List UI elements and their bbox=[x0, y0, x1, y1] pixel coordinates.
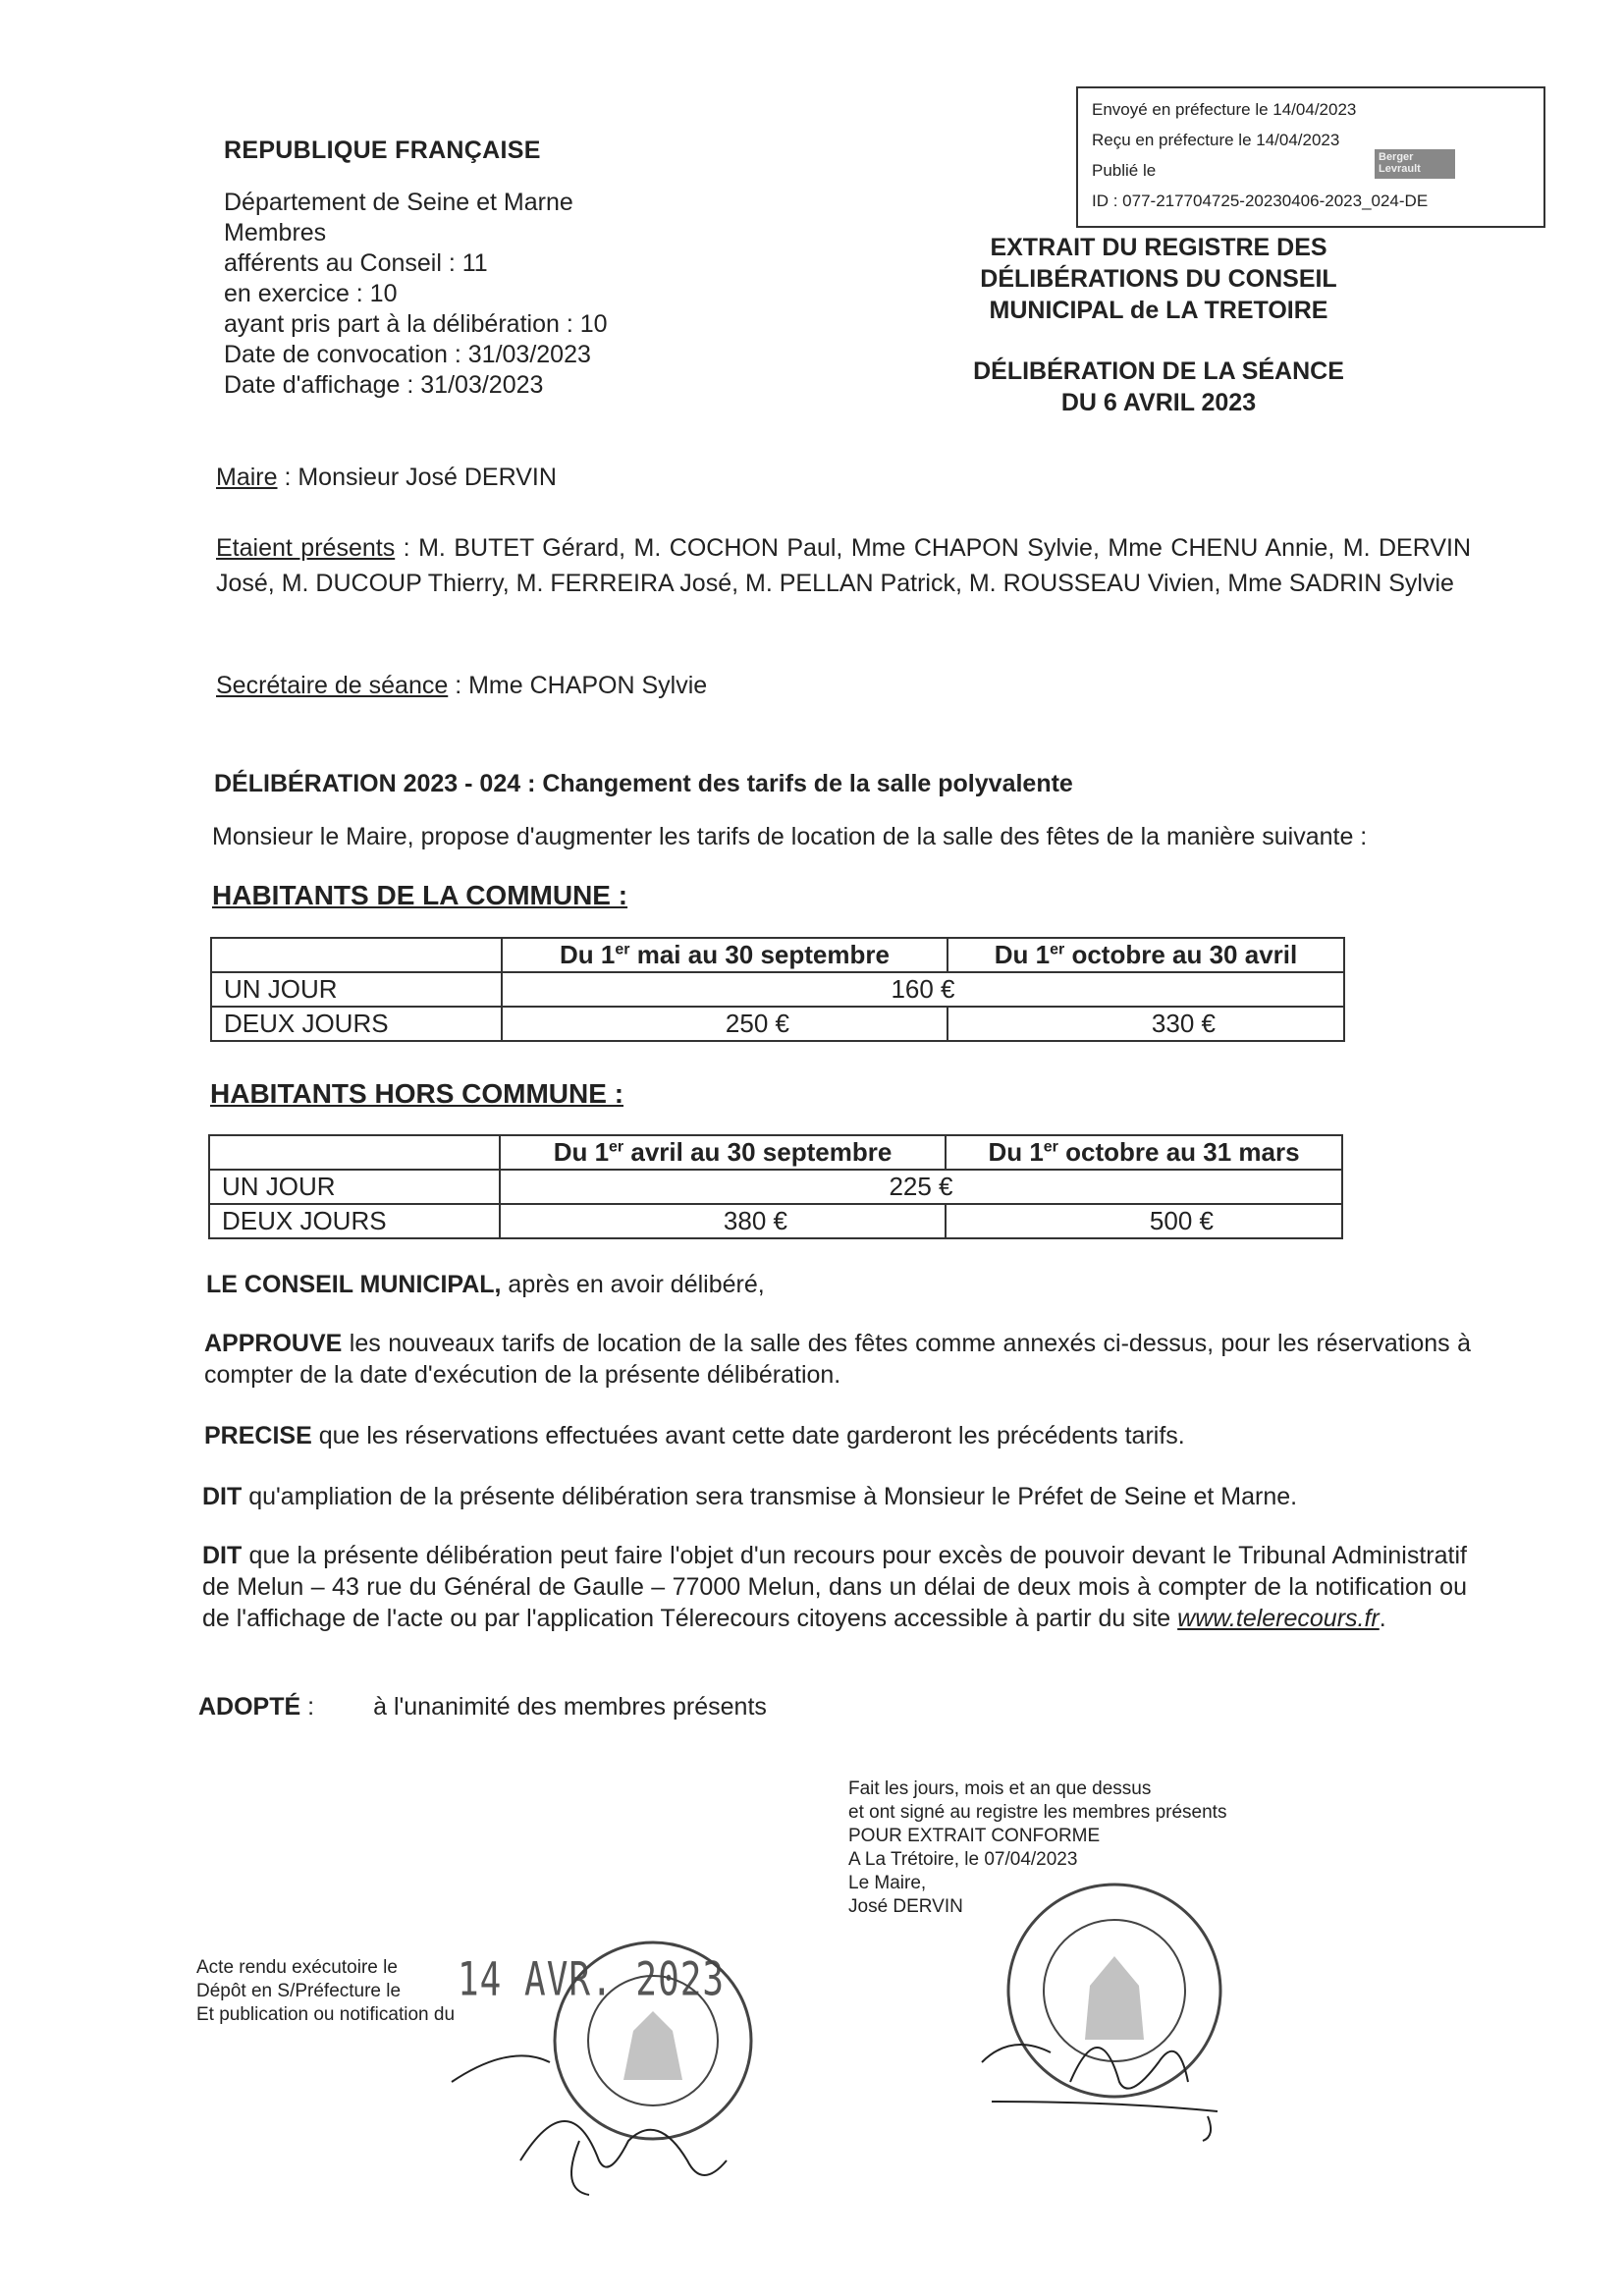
col-header-summer: Du 1er avril au 30 septembre bbox=[500, 1135, 946, 1170]
seance-line-1: DÉLIBÉRATION DE LA SÉANCE bbox=[973, 357, 1344, 385]
date-stamp: 14 AVR. 2023 bbox=[458, 1953, 726, 2007]
header-left bbox=[224, 136, 608, 401]
price-un-jour: 225 € bbox=[500, 1170, 1342, 1204]
berger-levrault-logo: Berger Levrault bbox=[1375, 149, 1455, 179]
extrait-line-3: MUNICIPAL de LA TRETOIRE bbox=[989, 297, 1328, 324]
members-part: ayant pris part à la délibération : 10 bbox=[224, 310, 608, 338]
price-deux-jours-winter: 330 € bbox=[947, 1007, 1344, 1041]
date-convocation: Date de convocation : 31/03/2023 bbox=[224, 341, 591, 368]
row-label-un-jour: UN JOUR bbox=[209, 1170, 500, 1204]
intro-text: Monsieur le Maire, propose d'augmenter les tarifs de location de la salle des fêtes de la manière suivante : bbox=[212, 823, 1368, 850]
presents-label: Etaient présents bbox=[216, 534, 396, 562]
approuve-paragraph: APPROUVE les nouveaux tarifs de location de la salle des fêtes comme annexés ci-dessus, pour les réservations à compter de la date d'exécution de la présente délibération. bbox=[204, 1330, 1471, 1389]
maire-label: Maire bbox=[216, 464, 278, 491]
signature-block: Fait les jours, mois et an que dessus et ont signé au registre les membres présents POUR EXTRAIT CONFORME A La Trétoire, le 07/04/2023 Le Maire, José DERVIN bbox=[848, 1778, 1227, 1917]
section-habitants-commune: HABITANTS DE LA COMMUNE : bbox=[212, 880, 628, 910]
publie-le: Publié le bbox=[1092, 161, 1157, 180]
precise-paragraph: PRECISE que les réservations effectuées avant cette date garderont les précédents tarifs. bbox=[204, 1422, 1185, 1449]
price-un-jour: 160 € bbox=[502, 972, 1344, 1007]
department: Département de Seine et Marne bbox=[224, 189, 573, 216]
tarif-table-commune bbox=[210, 937, 1345, 1042]
secretaire-line bbox=[216, 670, 707, 701]
recu-prefecture: Reçu en préfecture le 14/04/2023 bbox=[1092, 131, 1340, 149]
table-corner bbox=[211, 938, 502, 972]
republic-title: REPUBLIQUE FRANÇAISE bbox=[224, 137, 541, 164]
dit-transmission-paragraph: DIT qu'ampliation de la présente délibération sera transmise à Monsieur le Préfet de Seine et Marne. bbox=[202, 1483, 1298, 1510]
date-affichage: Date d'affichage : 31/03/2023 bbox=[224, 371, 544, 399]
conseil-line: LE CONSEIL MUNICIPAL, après en avoir délibéré, bbox=[206, 1271, 765, 1298]
row-label-un-jour: UN JOUR bbox=[211, 972, 502, 1007]
table-corner bbox=[209, 1135, 500, 1170]
extrait-line-1: EXTRAIT DU REGISTRE DES bbox=[990, 234, 1327, 261]
members-exercice: en exercice : 10 bbox=[224, 280, 398, 307]
tarif-table-hors-commune bbox=[208, 1134, 1343, 1239]
section-habitants-hors-commune: HABITANTS HORS COMMUNE : bbox=[210, 1078, 624, 1109]
acte-id: ID : 077-217704725-20230406-2023_024-DE bbox=[1092, 191, 1429, 210]
envoye-prefecture: Envoyé en préfecture le 14/04/2023 bbox=[1092, 100, 1357, 119]
executoire-block: Acte rendu exécutoire le Dépôt en S/Préfecture le Et publication ou notification du bbox=[196, 1957, 456, 2025]
table-row bbox=[209, 1204, 1342, 1238]
adopte-line: ADOPTÉ : à l'unanimité des membres présents bbox=[198, 1693, 767, 1721]
col-header-winter: Du 1er octobre au 31 mars bbox=[946, 1135, 1342, 1170]
telerecours-link[interactable]: www.telerecours.fr bbox=[1177, 1605, 1380, 1632]
price-deux-jours-summer: 250 € bbox=[502, 1007, 947, 1041]
seance-line-2: DU 6 AVRIL 2023 bbox=[1060, 389, 1257, 416]
dit-recours-paragraph: DIT que la présente délibération peut faire l'objet d'un recours pour excès de pouvoir devant le Tribunal Administratif de Melun – 43 rue du Général de Gaulle – 77000 Melun, dans un délai de deux mois à compter de la notification ou de l'affichage de l'acte ou par l'application Télerecours citoyens accessible à partir du site www.telerecours.fr. bbox=[202, 1542, 1467, 1632]
col-header-summer: Du 1er mai au 30 septembre bbox=[502, 938, 947, 972]
table-row bbox=[211, 1007, 1344, 1041]
secretaire-value: : Mme CHAPON Sylvie bbox=[448, 672, 708, 699]
signature-left bbox=[432, 2023, 756, 2200]
members-afferents: afférents au Conseil : 11 bbox=[224, 249, 488, 277]
row-label-deux-jours: DEUX JOURS bbox=[209, 1204, 500, 1238]
prefecture-stamp-box bbox=[1076, 86, 1545, 228]
price-deux-jours-winter: 500 € bbox=[946, 1204, 1342, 1238]
maire-line bbox=[216, 462, 557, 493]
price-deux-jours-summer: 380 € bbox=[500, 1204, 946, 1238]
presents-paragraph bbox=[216, 530, 1471, 601]
extrait-line-2: DÉLIBÉRATIONS DU CONSEIL bbox=[980, 265, 1337, 293]
maire-value: : Monsieur José DERVIN bbox=[277, 464, 557, 491]
header-right bbox=[913, 232, 1404, 418]
col-header-winter: Du 1er octobre au 30 avril bbox=[947, 938, 1344, 972]
members-label: Membres bbox=[224, 219, 327, 246]
presents-value: : M. BUTET Gérard, M. COCHON Paul, Mme CHAPON Sylvie, Mme CHENU Annie, M. DERVIN José, M. DUCOUP Thierry, M. FERREIRA José, M. PELLAN Patrick, M. ROUSSEAU Vivien, Mme SADRIN Sylvie bbox=[216, 534, 1472, 597]
signature-right bbox=[972, 1954, 1247, 2151]
row-label-deux-jours: DEUX JOURS bbox=[211, 1007, 502, 1041]
deliberation-title: DÉLIBÉRATION 2023 - 024 : Changement des tarifs de la salle polyvalente bbox=[214, 770, 1073, 797]
table-row bbox=[211, 972, 1344, 1007]
table-row bbox=[209, 1170, 1342, 1204]
secretaire-label: Secrétaire de séance bbox=[216, 672, 449, 699]
